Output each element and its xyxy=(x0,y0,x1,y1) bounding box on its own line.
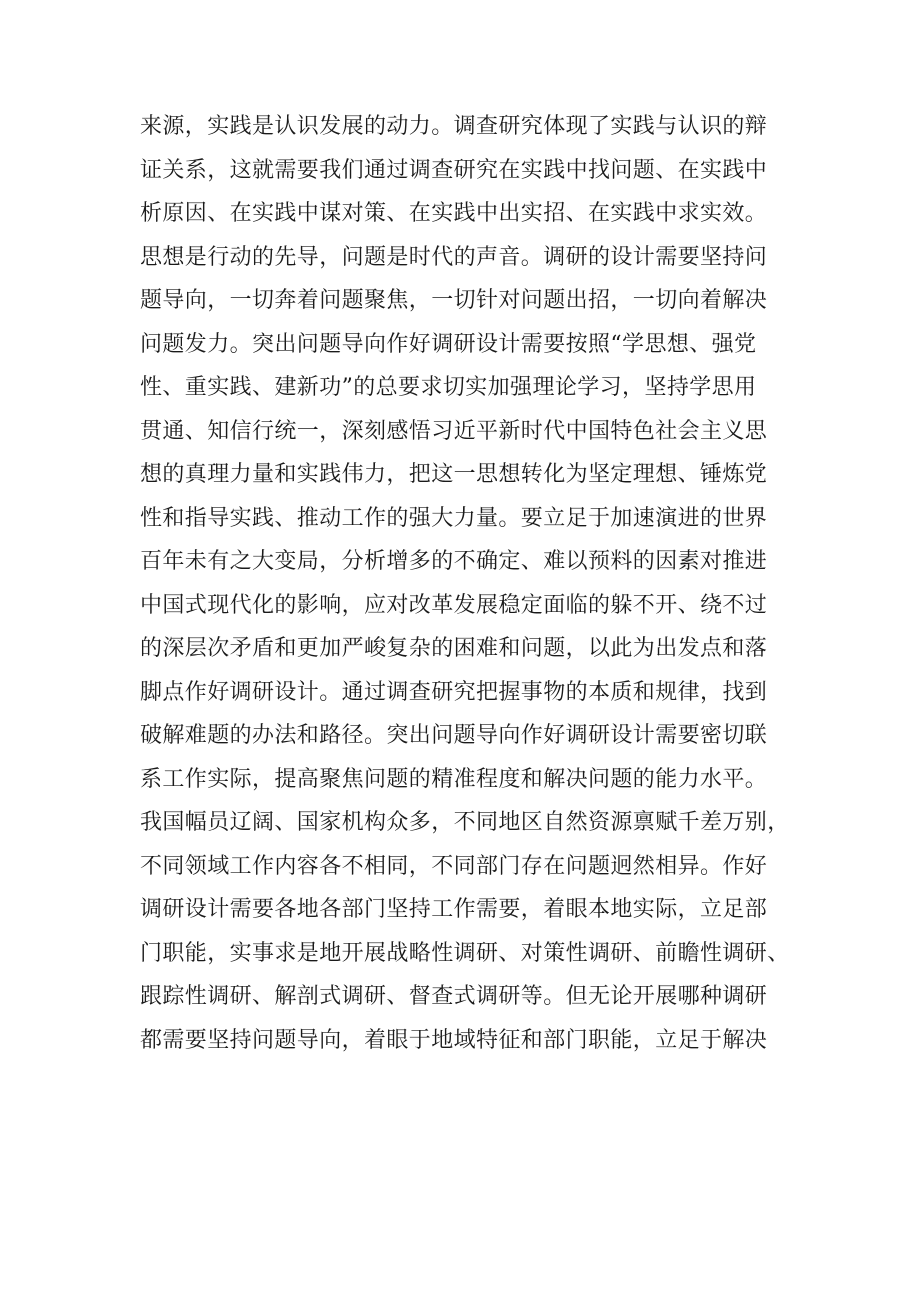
text-line: 证关系，这就需要我们通过调查研究在实践中找问题、在实践中 xyxy=(140,157,768,183)
text-line: 跟踪性调研、解剖式调研、督查式调研等。但无论开展哪种调研 xyxy=(140,984,768,1009)
text-line: 破解难题的办法和路径。突出问题导向作好调研设计需要密切联 xyxy=(140,723,768,748)
text-line: 贯通、知信行统一，深刻感悟习近平新时代中国特色社会主义思 xyxy=(140,418,768,444)
text-line: 百年未有之大变局，分析增多的不确定、难以预料的因素对推进 xyxy=(140,549,768,574)
text-line: 来源，实践是认识发展的动力。调查研究体现了实践与认识的辩 xyxy=(140,114,768,139)
text-line: 题导向，一切奔着问题聚焦，一切针对问题出招，一切向着解决 xyxy=(140,288,768,313)
text-line: 想的真理力量和实践伟力，把这一思想转化为坚定理想、锤炼党 xyxy=(140,462,768,487)
text-line: 的深层次矛盾和更加严峻复杂的困难和问题，以此为出发点和落 xyxy=(140,636,768,661)
text-line: 系工作实际，提高聚焦问题的精准程度和解决问题的能力水平。 xyxy=(140,766,768,792)
text-line: 调研设计需要各地各部门坚持工作需要，着眼本地实际，立足部 xyxy=(140,897,768,922)
text-line: 析原因、在实践中谋对策、在实践中出实招、在实践中求实效。 xyxy=(140,201,768,226)
text-line: 我国幅员辽阔、国家机构众多，不同地区自然资源禀赋千差万别， xyxy=(140,810,790,835)
text-line: 性和指导实践、推动工作的强大力量。要立足于加速演进的世界 xyxy=(140,505,768,531)
text-line: 脚点作好调研设计。通过调查研究把握事物的本质和规律，找到 xyxy=(140,679,768,705)
text-line: 中国式现代化的影响，应对改革发展稳定面临的躲不开、绕不过 xyxy=(140,592,768,618)
text-line: 都需要坚持问题导向，着眼于地域特征和部门职能，立足于解决 xyxy=(140,1027,768,1053)
body-text xyxy=(140,105,820,1062)
text-line: 思想是行动的先导，问题是时代的声音。调研的设计需要坚持问 xyxy=(140,244,768,270)
text-line: 门职能，实事求是地开展战略性调研、对策性调研、前瞻性调研、 xyxy=(140,940,790,966)
text-line: 问题发力。突出问题导向作好调研设计需要按照“学思想、强党 xyxy=(140,331,757,357)
text-line: 不同领域工作内容各不相同，不同部门存在问题迥然相异。作好 xyxy=(140,853,768,879)
text-line: 性、重实践、建新功”的总要求切实加强理论学习，坚持学思用 xyxy=(140,375,757,400)
